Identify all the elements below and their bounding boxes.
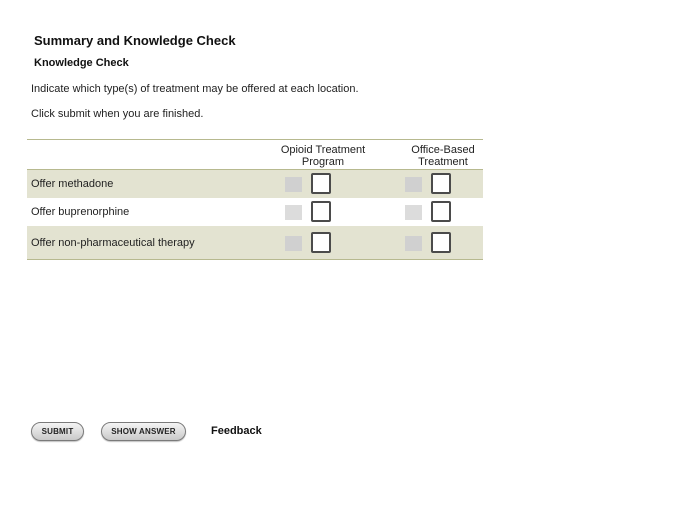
row-label: Offer methadone [31, 178, 114, 190]
checkbox-non-pharmaceutical-otp[interactable] [311, 232, 331, 253]
instruction-text: Indicate which type(s) of treatment may be offered at each location. [31, 83, 359, 95]
row-label: Offer buprenorphine [31, 206, 130, 218]
table-row-non-pharmaceutical-therapy [27, 226, 483, 259]
table-header [27, 140, 483, 170]
column-header-office-based-treatment: Office-Based Treatment [411, 144, 475, 168]
checkbox-buprenorphine-otp[interactable] [311, 201, 331, 222]
cell-otp [285, 201, 331, 223]
checkbox-non-pharmaceutical-obt[interactable] [431, 232, 451, 253]
submit-instruction-text: Click submit when you are finished. [31, 108, 204, 120]
answer-indicator [285, 205, 302, 220]
cell-otp [285, 173, 331, 195]
cell-obt [405, 201, 451, 223]
answer-indicator [405, 205, 422, 220]
answer-indicator [285, 236, 302, 251]
checkbox-buprenorphine-obt[interactable] [431, 201, 451, 222]
answer-indicator [405, 236, 422, 251]
table-row-methadone [27, 170, 483, 198]
feedback-label: Feedback [211, 425, 262, 437]
column-header-opioid-treatment-program: Opioid Treatment Program [280, 144, 366, 168]
table-row-buprenorphine [27, 198, 483, 226]
answer-indicator [405, 177, 422, 192]
submit-button[interactable]: SUBMIT [31, 422, 84, 441]
checkbox-methadone-obt[interactable] [431, 173, 451, 194]
page-title: Summary and Knowledge Check [34, 33, 236, 48]
row-label: Offer non-pharmaceutical therapy [31, 236, 195, 249]
section-subtitle: Knowledge Check [34, 57, 129, 69]
checkbox-methadone-otp[interactable] [311, 173, 331, 194]
cell-obt [405, 232, 451, 254]
cell-obt [405, 173, 451, 195]
show-answer-button[interactable]: SHOW ANSWER [101, 422, 186, 441]
cell-otp [285, 232, 331, 254]
treatment-location-table [27, 139, 483, 260]
answer-indicator [285, 177, 302, 192]
